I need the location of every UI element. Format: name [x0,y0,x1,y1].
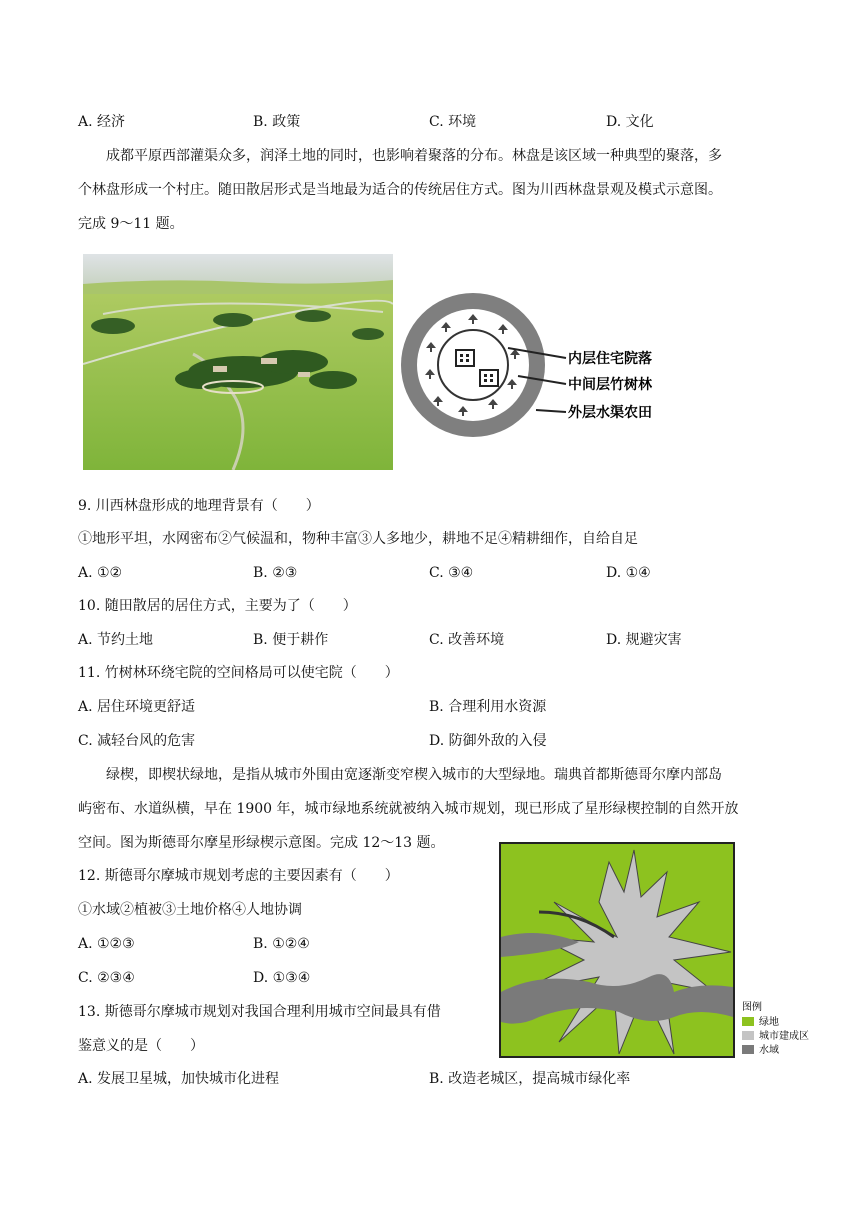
q13-stem-line-1: 13. 斯德哥尔摩城市规划对我国合理利用城市空间最具有借 [78,1004,441,1020]
stockholm-green-wedge-map [499,842,815,1060]
passage2-line-2: 屿密布、水道纵横，早在 1900 年，城市绿地系统就被纳入城市规划，现已形成了星形绿楔控制的自然开放 [78,801,739,817]
q12-option-c: C. ②③④ [78,970,135,986]
q12-option-b: B. ①②④ [253,936,310,952]
q10-stem: 10. 随田散居的居住方式，主要为了（ ） [78,598,357,614]
diagram-label-inner: 内层住宅院落 [568,351,652,367]
q13-stem-line-2: 鉴意义的是（ ） [78,1038,204,1054]
diagram-label-outer: 外层水渠农田 [568,405,652,421]
house-icon [480,370,498,386]
passage2-line-3: 空间。图为斯德哥尔摩星形绿楔示意图。完成 12～13 题。 [78,835,445,851]
legend-swatch-water [742,1045,754,1054]
passage1-line-1: 成都平原西部灌渠众多，润泽土地的同时，也影响着聚落的分布。林盘是该区域一种典型的聚落，多 [106,148,722,164]
q9-statement: ①地形平坦，水网密布②气候温和，物种丰富③人多地少，耕地不足④精耕细作，自给自足 [78,531,638,547]
legend-title: 图例 [742,1002,762,1013]
passage1-line-2: 个林盘形成一个村庄。随田散居形式是当地最为适合的传统居住方式。图为川西林盘景观及模式示意图。 [78,182,722,198]
q10-option-a: A. 节约土地 [78,632,154,648]
q11-option-c: C. 减轻台风的危害 [78,733,196,749]
q11-option-a: A. 居住环境更舒适 [78,699,196,715]
q9-stem: 9. 川西林盘形成的地理背景有（ ） [78,498,320,514]
passage1-line-3: 完成 9～11 题。 [78,216,184,232]
q13-option-b: B. 改造老城区，提高城市绿化率 [429,1071,631,1087]
q12-option-d: D. ①③④ [253,970,311,986]
q8-option-a: A. 经济 [78,114,126,130]
q13-option-a: A. 发展卫星城，加快城市化进程 [78,1071,280,1087]
legend-label-built-up: 城市建成区 [759,1031,809,1042]
q8-option-d: D. 文化 [606,114,654,130]
q10-option-c: C. 改善环境 [429,632,505,648]
q10-option-b: B. 便于耕作 [253,632,329,648]
q12-stem: 12. 斯德哥尔摩城市规划考虑的主要因素有（ ） [78,868,399,884]
q10-option-d: D. 规避灾害 [606,632,682,648]
q8-option-c: C. 环境 [429,114,477,130]
legend-swatch-green [742,1017,754,1026]
legend-label-green: 绿地 [759,1017,779,1028]
q12-option-a: A. ①②③ [78,936,135,952]
q11-stem: 11. 竹树林环绕宅院的空间格局可以使宅院（ ） [78,665,399,681]
q9-option-d: D. ①④ [606,565,651,581]
linpan-landscape-photo [83,254,393,470]
diagram-label-middle: 中间层竹树林 [568,377,652,393]
legend-label-water: 水域 [759,1045,779,1056]
q12-statement: ①水域②植被③土地价格④人地协调 [78,902,302,918]
q11-option-b: B. 合理利用水资源 [429,699,547,715]
q8-option-b: B. 政策 [253,114,301,130]
q11-option-d: D. 防御外敌的入侵 [429,733,547,749]
house-icon [456,350,474,366]
legend-swatch-built-up [742,1031,754,1040]
linpan-mode-diagram [398,290,678,440]
passage2-line-1: 绿楔，即楔状绿地，是指从城市外围由宽逐渐变窄楔入城市的大型绿地。瑞典首都斯德哥尔摩内部岛 [106,767,722,783]
q9-option-b: B. ②③ [253,565,298,581]
q9-option-a: A. ①② [78,565,123,581]
q9-option-c: C. ③④ [429,565,474,581]
